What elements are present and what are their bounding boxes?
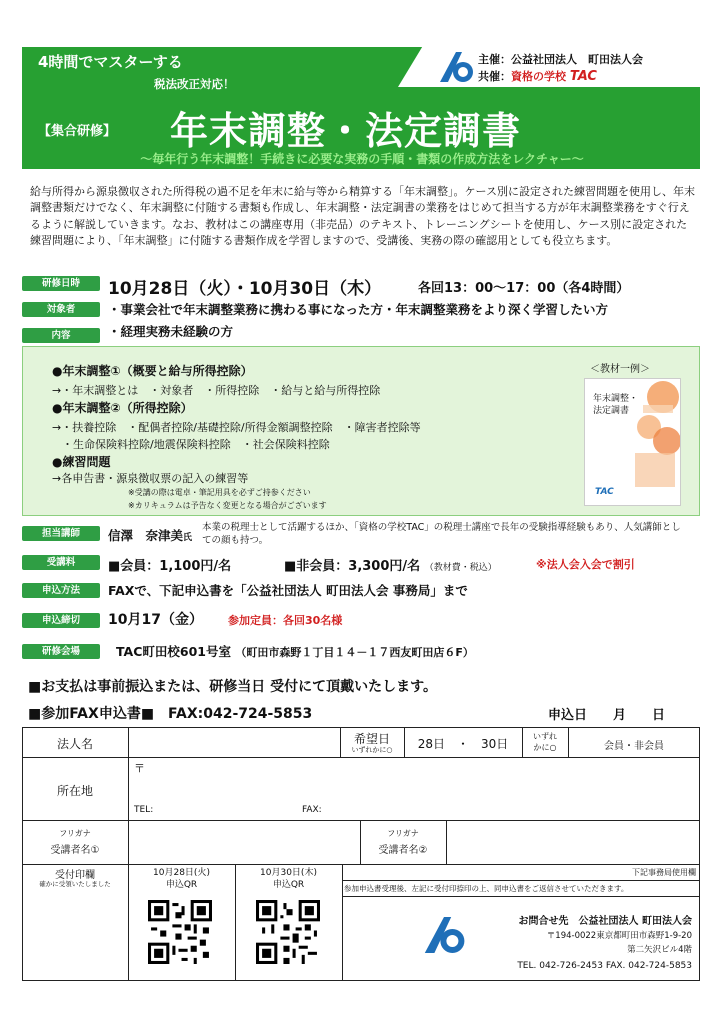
corp-name-label: 法人名: [56, 737, 93, 751]
application-method: FAXで、下記申込書を「公益社団法人 町田法人会 事務局」まで: [108, 583, 468, 598]
qr-code-oct30-icon[interactable]: [256, 900, 320, 964]
reception-note: 確かに受領いたしました: [39, 880, 111, 888]
form-line: [128, 727, 129, 981]
tax-note: 税法改正対応！: [154, 77, 235, 91]
office-use-label: 下記事務局使用欄: [632, 868, 696, 877]
textbook-image: [584, 378, 681, 506]
fax-form-heading: ■参加FAX申込書■ FAX:042-724-5853: [28, 706, 313, 722]
contact-address-1: 〒194-0022東京都町田市森野1-9-20: [546, 931, 692, 941]
content-line-1: →・年末調整とは ・対象者 ・所得控除 ・給与と給与所得控除: [52, 384, 381, 397]
seminar-time: 各回13：00～17：00（各4時間）: [418, 281, 630, 296]
instructor-description: 本業の税理士として活躍するほか、「資格の学校TAC」の税理士講座で長年の受験指導経験もあり、人気講師としての顔も持つ。: [202, 522, 681, 546]
content-heading-2: ●年末調整②（所得控除）: [52, 401, 193, 415]
cosponsor-prefix: 共催：: [478, 70, 511, 83]
form-line: [342, 864, 343, 981]
content-line-3: ・生命保険料控除/地震保険料控除 ・社会保険料控除: [62, 438, 330, 451]
content-label: 内容: [22, 328, 100, 343]
form-line: [22, 864, 700, 865]
qr2-date: 10月30日(木): [260, 868, 317, 878]
contact-address-2: 第二矢沢ビル4階: [627, 945, 692, 955]
address-label: 所在地: [56, 784, 93, 798]
book-title-1: 年末調整・: [593, 394, 639, 404]
target-audience-1: ・事業会社で年末調整業務に携わる事になった方・年末調整業務をより深く学習したい方: [108, 302, 609, 317]
either-note-1: いずれ: [533, 732, 557, 741]
qr2-label: 申込QR: [272, 880, 305, 890]
either-note-2: かに○: [533, 743, 557, 752]
seminar-type: 【集合研修】: [38, 124, 117, 139]
contact-phone: TEL. 042-726-2453 FAX. 042-724-5853: [517, 961, 692, 971]
application-deadline: 10月17（金）: [108, 612, 203, 628]
fee-note: （教材費・税込）: [424, 563, 497, 573]
desired-date-note: いずれかに○: [351, 746, 393, 754]
qr1-label: 申込QR: [165, 880, 198, 890]
tel-label[interactable]: TEL:: [134, 805, 154, 815]
content-note-1: ※受講の際は電卓・筆記用具を必ずご持参ください: [128, 488, 311, 497]
tagline: 4時間でマスターする: [38, 53, 183, 71]
attendee-1-field[interactable]: [130, 822, 358, 862]
corp-name-field[interactable]: [130, 729, 338, 755]
qr-code-oct28-icon[interactable]: [148, 900, 212, 964]
form-line: [22, 757, 700, 758]
fee-promo: ※法人会入会で割引: [536, 558, 635, 571]
form-line: [22, 820, 700, 821]
instructor-suffix: 氏: [183, 533, 193, 543]
venue-label: 研修会場: [22, 644, 100, 659]
intro-text: 給与所得から源泉徴収された所得税の過不足を年末に給与等から精算する「年末調整」。ケース別に設定された練習問題を使用し、年末調整書類だけでなく、年末調整に付随する書類も作成し、年末調整・法定調書の業務をはじめて担当する方が年末調整業務をすぐ行えるように解説していきます。なお、教材はこの講座専用（非売品）のテキスト、トレーニングシートを使用し、ケース別に設定された練習問題により、「年末調整」に付随する書類作成を学習しますので、受講後、実務の際の確認用としても役立ちます。: [30, 185, 695, 247]
desired-date-label: 希望日: [353, 732, 390, 746]
fee-label: 受講料: [22, 555, 100, 570]
attendee-1-label: 受講者名①: [50, 845, 100, 856]
date-label: 研修日時: [22, 276, 100, 291]
venue: [116, 642, 474, 660]
association-logo-bottom-icon: [420, 912, 468, 958]
reception-label: 受付印欄: [55, 870, 95, 881]
furigana-label-1: フリガナ: [59, 829, 91, 838]
attendee-2-field[interactable]: [448, 822, 698, 862]
target-label: 対象者: [22, 302, 100, 317]
venue-name: TAC町田校601号室: [116, 644, 231, 659]
instructor-name: [108, 526, 192, 544]
contact-title: お問合せ先 公益社団法人 町田法人会: [518, 916, 692, 927]
attendee-2-label: 受講者名②: [378, 845, 428, 856]
fee-member: ■会員：1,100円/名: [108, 559, 232, 574]
target-audience-2: ・経理実務未経験の方: [108, 324, 234, 339]
fee-nonmember-text: ■非会員：3,300円/名: [284, 559, 421, 574]
form-line: [342, 880, 700, 881]
postal-mark: 〒: [134, 762, 145, 775]
qr1-date: 10月28日(火): [153, 868, 210, 878]
capacity: 参加定員：各回30名様: [228, 614, 343, 627]
content-note-2: ※カリキュラムは予告なく変更となる場合がございます: [128, 501, 327, 510]
instructor-label: 担当講師: [22, 526, 100, 541]
venue-address: （町田市森野１丁目１４－１７西友町田店６F）: [235, 646, 474, 659]
content-line-4: →各申告書・源泉徴収票の記入の練習等: [52, 472, 249, 485]
method-label: 申込方法: [22, 583, 100, 598]
form-line: [446, 820, 447, 864]
book-title-2: 法定調書: [593, 406, 630, 416]
application-date: 申込日 月 日: [548, 708, 666, 723]
material-label: ＜教材一例＞: [590, 364, 650, 375]
content-line-2: →・扶養控除 ・配偶者控除/基礎控除/所得金額調整控除 ・障害者控除等: [52, 421, 421, 434]
instructor-name-text: 信澤 奈津美: [108, 528, 184, 543]
organizer: 主催：公益社団法人 町田法人会: [478, 53, 643, 66]
cosponsor-name: 資格の学校: [511, 70, 566, 83]
tac-brand: TAC: [569, 69, 597, 84]
content-heading-1: ●年末調整①（概要と給与所得控除）: [52, 364, 253, 378]
association-logo-icon: [436, 50, 476, 84]
date-choice[interactable]: 28日 ・ 30日: [417, 737, 509, 751]
fax-label[interactable]: FAX:: [302, 805, 322, 815]
page-subtitle: ～毎年行う年末調整！手続きに必要な実務の手順・書類の作成方法をレクチャー～: [140, 152, 584, 166]
deadline-label: 申込締切: [22, 613, 100, 628]
fee-nonmember: [284, 555, 497, 574]
page-title: 年末調整・法定調書: [170, 109, 522, 153]
content-heading-3: ●練習問題: [52, 455, 111, 469]
book-brand: TAC: [595, 487, 614, 497]
form-line: [342, 896, 700, 897]
payment-note: ■お支払は事前振込または、研修当日 受付にて頂戴いたします。: [28, 679, 437, 695]
member-type-choice[interactable]: 会員・非会員: [604, 741, 664, 752]
office-note: 参加申込書受理後、左記に受付印捺印の上、同申込書をご返信させていただきます。: [344, 884, 629, 893]
seminar-date: 10月28日（火）・10月30日（木）: [108, 279, 382, 299]
cosponsor: [478, 68, 597, 84]
furigana-label-2: フリガナ: [387, 829, 419, 838]
